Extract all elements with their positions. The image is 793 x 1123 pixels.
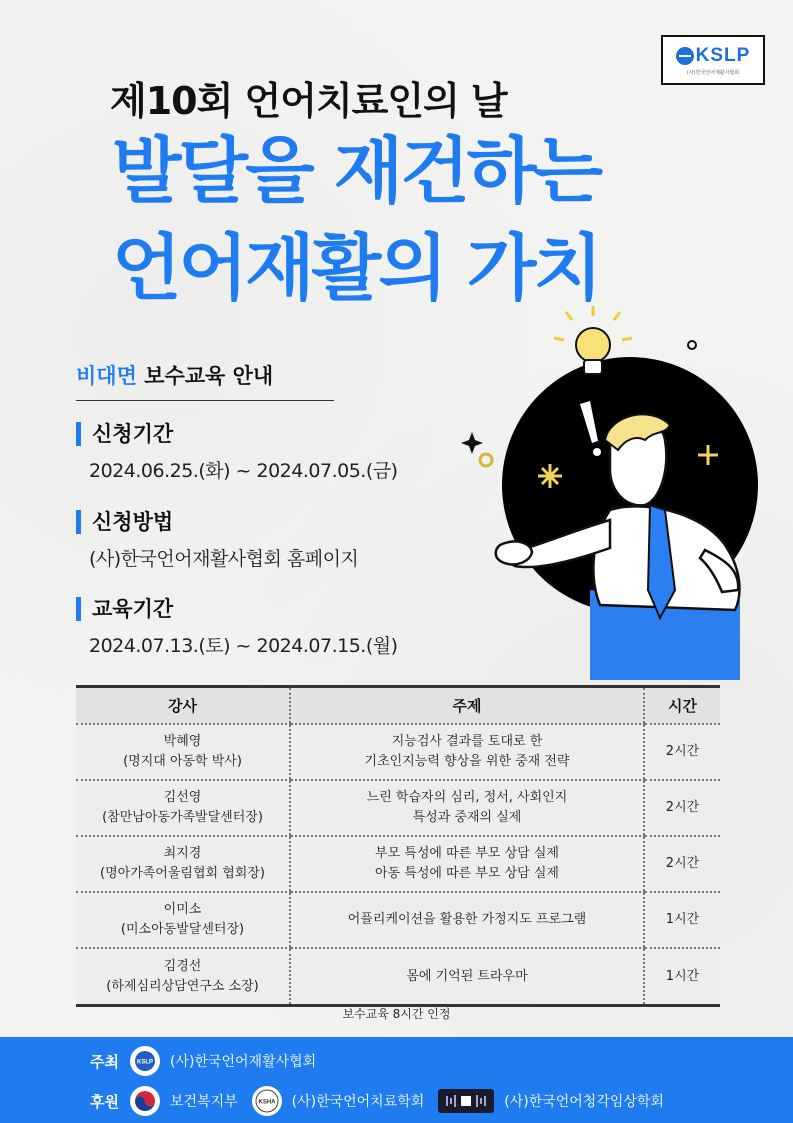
taegeuk-emblem-icon: [130, 1086, 160, 1116]
topic-line: 부모 특성에 따른 부모 상담 실제: [375, 846, 559, 861]
time-cell: 2시간: [644, 836, 720, 892]
sparkle-star-icon: [461, 432, 483, 454]
table-header-row: [76, 688, 720, 724]
kasa-emblem-icon: [438, 1089, 494, 1113]
table-row: [76, 724, 720, 780]
topic-cell: [290, 892, 644, 948]
table-row: [76, 836, 720, 892]
lecturer-affiliation: (명지대 아동학 박사): [123, 754, 242, 769]
main-title-line2: 언어재활의 가치: [112, 226, 600, 310]
sponsor-kasa: [438, 1089, 664, 1113]
lecturer-name: 김경선: [163, 958, 202, 974]
info-value: (사)한국언어재활사협회 홈페이지: [89, 548, 359, 570]
lecturer-affiliation: (참만남아동가족발달센터장): [102, 810, 263, 825]
time-cell: 2시간: [644, 724, 720, 780]
info-label: 신청기간: [76, 422, 398, 446]
lecturer-affiliation: (미소아동발달센터장): [120, 922, 245, 937]
sponsor-mohw: [130, 1086, 238, 1116]
topic-line: 특성과 중재의 실제: [412, 810, 522, 825]
logo-text: KSLP: [695, 44, 751, 66]
sponsor-name: 보건복지부: [170, 1094, 238, 1110]
header-time: 시간: [644, 688, 720, 724]
topic-line: 느린 학습자의 심리, 정서, 사회인지: [366, 790, 568, 805]
topic-cell: [290, 836, 644, 892]
logo-wave-icon: [676, 47, 694, 65]
svg-text:KSLP: KSLP: [136, 1059, 154, 1066]
kslp-logo: [661, 35, 765, 85]
topic-cell: [290, 780, 644, 836]
info-label: 교육기간: [76, 597, 398, 621]
sparkle-dot-icon: [688, 341, 696, 349]
lecturer-cell: [76, 892, 290, 948]
topic-line: 어플리케이션을 활용한 가정지도 프로그램: [347, 912, 587, 927]
lecturer-name: 최지경: [163, 846, 202, 861]
event-title: 제10회 언어치료인의 날: [110, 79, 507, 123]
info-apply-period: [76, 422, 398, 483]
lecturer-affiliation: (명아가족어울림협회 협회장): [100, 866, 265, 881]
illustration-thinking-man: [460, 300, 780, 680]
table-row: [76, 780, 720, 836]
topic-cell: [290, 948, 644, 1004]
topic-cell: [290, 724, 644, 780]
host-org-name: (사)한국언어재활사협회: [170, 1054, 317, 1070]
info-education-period: [76, 597, 398, 658]
footer-band: [0, 1037, 793, 1123]
lecturer-cell: [76, 948, 290, 1004]
sponsor-name: (사)한국언어치료학회: [291, 1094, 425, 1110]
time-cell: 2시간: [644, 780, 720, 836]
sponsor-name: (사)한국언어청각임상학회: [504, 1094, 664, 1110]
header-lecturer: 강사: [76, 688, 290, 724]
schedule-table: [76, 685, 720, 1007]
lecturer-name: 이미소: [163, 902, 202, 917]
info-label: 신청방법: [76, 510, 358, 534]
header-topic: 주제: [290, 688, 644, 724]
host-org: [130, 1046, 316, 1076]
sponsor-ksha: [252, 1086, 425, 1116]
table-row: [76, 948, 720, 1004]
info-apply-method: [76, 510, 358, 571]
host-label: 주최: [90, 1052, 119, 1071]
credit-note: 보수교육 8시간 인정: [342, 1007, 451, 1021]
section-heading: [76, 360, 273, 390]
sparkle-ring-icon: [480, 454, 492, 466]
lecturer-affiliation: (하제심리상담연구소 소장): [106, 978, 259, 994]
lecturer-cell: [76, 780, 290, 836]
info-value: 2024.07.13.(토) ~ 2024.07.15.(월): [89, 635, 398, 657]
table-row: [76, 892, 720, 948]
info-value: 2024.06.25.(화) ~ 2024.07.05.(금): [89, 460, 398, 482]
lecturer-name: 김선영: [163, 790, 202, 805]
sponsor-label: 후원: [90, 1092, 119, 1111]
topic-line: 아동 특성에 따른 부모 상담 실제: [375, 866, 559, 881]
logo-subtext: (사)한국언어재활사협회: [686, 69, 740, 76]
time-cell: 1시간: [644, 892, 720, 948]
host-row: [90, 1046, 330, 1076]
ksha-emblem-icon: [252, 1086, 282, 1116]
topic-line: 지능검사 결과를 토대로 한: [391, 734, 543, 749]
section-heading-rest: 보수교육 안내: [136, 364, 274, 388]
lecturer-name: 박혜영: [163, 734, 202, 749]
section-divider: [76, 400, 334, 401]
topic-line: 기초인지능력 향상을 위한 중재 전략: [364, 754, 570, 769]
sponsor-row: [90, 1086, 678, 1116]
svg-text:KSHA: KSHA: [258, 1099, 276, 1106]
time-cell: 1시간: [644, 948, 720, 1004]
main-title-line1: 발달을 재건하는: [112, 129, 600, 213]
section-heading-accent: 비대면: [76, 364, 137, 388]
lecturer-cell: [76, 724, 290, 780]
kslp-emblem-icon: [130, 1046, 160, 1076]
lecturer-cell: [76, 836, 290, 892]
topic-line: 몸에 기억된 트라우마: [406, 968, 528, 984]
